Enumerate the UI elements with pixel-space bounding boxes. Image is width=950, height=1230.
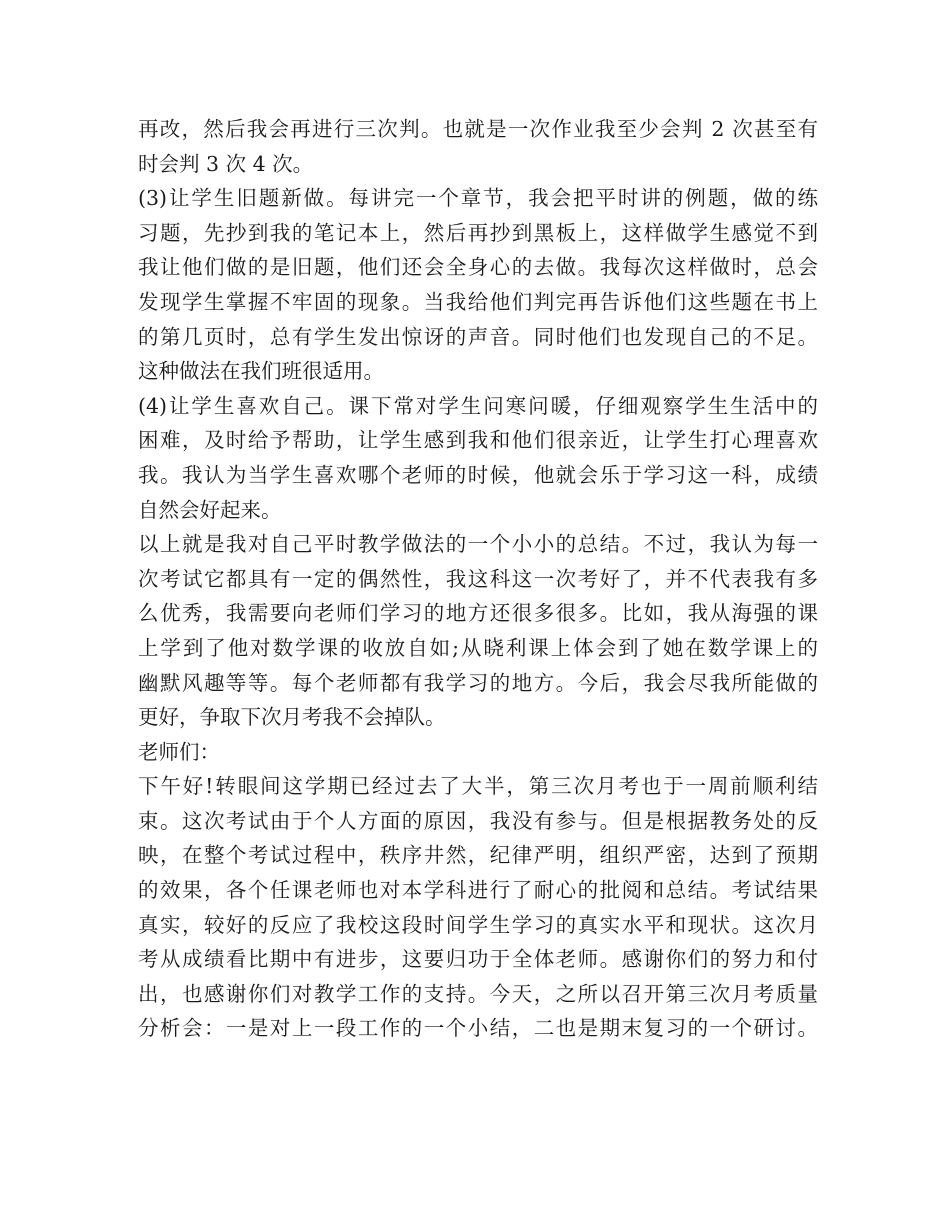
text-line: 这种做法在我们班很适用。	[138, 359, 384, 384]
text-line: 的第几页时，总有学生发出惊讶的声音。同时他们也发现自己的不足。	[138, 324, 818, 349]
text-line: 我。我认为当学生喜欢哪个老师的时候，他就会乐于学习这一科，成绩	[138, 462, 818, 487]
text-line: 以上就是我对自己平时教学做法的一个小小的总结。不过，我认为每一	[138, 532, 818, 557]
text-line: 真实，较好的反应了我校这段时间学生学习的真实水平和现状。这次月	[138, 912, 818, 937]
text-line: 幽默风趣等等。每个老师都有我学习的地方。今后，我会尽我所能做的	[138, 670, 818, 695]
text-line: 束。这次考试由于个人方面的原因，我没有参与。但是根据教务处的反	[138, 808, 818, 833]
text-line: 分析会：一是对上一段工作的一个小结，二也是期末复习的一个研讨。	[138, 1016, 818, 1041]
text-line: 我让他们做的是旧题，他们还会全身心的去做。我每次这样做时，总会	[138, 255, 818, 280]
text-line: 么优秀，我需要向老师们学习的地方还很多很多。比如，我从海强的课	[138, 601, 818, 626]
text-line: 次考试它都具有一定的偶然性，我这科这一次考好了，并不代表我有多	[138, 566, 818, 591]
text-line: 习题，先抄到我的笔记本上，然后再抄到黑板上，这样做学生感觉不到	[138, 220, 818, 245]
text-line: 发现学生掌握不牢固的现象。当我给他们判完再告诉他们这些题在书上	[138, 289, 818, 314]
text-line: 更好，争取下次月考我不会掉队。	[138, 705, 446, 730]
document-body	[138, 112, 818, 1046]
text-line: 老师们：	[138, 739, 220, 764]
text-line: 再改，然后我会再进行三次判。也就是一次作业我至少会判 2 次甚至有	[138, 117, 818, 141]
text-line: 映，在整个考试过程中，秩序井然，纪律严明，组织严密，达到了预期	[138, 843, 818, 868]
text-line: 下午好!转眼间这学期已经过去了大半，第三次月考也于一周前顺利结	[138, 774, 818, 799]
text-line: 的效果，各个任课老师也对本学科进行了耐心的批阅和总结。考试结果	[138, 878, 818, 903]
text-line: 自然会好起来。	[138, 497, 282, 522]
text-line: 出，也感谢你们对教学工作的支持。今天，之所以召开第三次月考质量	[138, 981, 818, 1006]
text-line: 考从成绩看比期中有进步，这要归功于全体老师。感谢你们的努力和付	[138, 947, 818, 972]
text-line: 时会判 3 次 4 次。	[138, 151, 314, 176]
text-line: (4)让学生喜欢自己。课下常对学生问寒问暖，仔细观察学生生活中的	[138, 393, 818, 418]
text-line: (3)让学生旧题新做。每讲完一个章节，我会把平时讲的例题，做的练	[138, 186, 818, 211]
text-line: 上学到了他对数学课的收放自如;从晓利课上体会到了她在数学课上的	[138, 635, 818, 660]
text-line: 困难，及时给予帮助，让学生感到我和他们很亲近，让学生打心理喜欢	[138, 428, 818, 453]
